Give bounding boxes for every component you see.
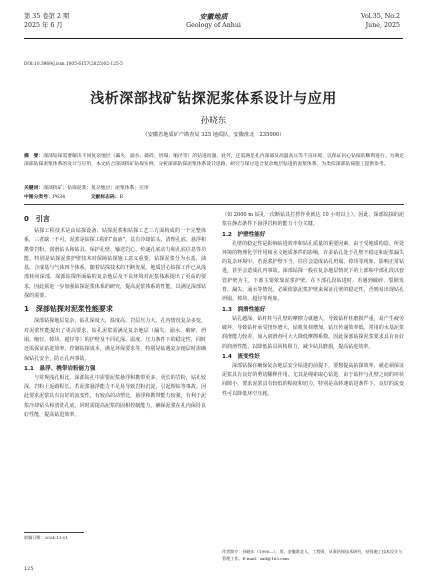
section-1-1-paragraph: 与常规浅孔相比，深部钻孔中需要泥浆悬浮和携带更多、更长的岩粉，钻孔较深，岩粉上返路程长，若泥浆悬浮能力不足易导致岩粉沉淀，引起埋钻等事故。因此要求泥浆具有良好的流变性，有较高的动塑比，悬浮和携带能力较强，有利于泥浆冷却钻头和清洗孔底，同时需提高泥浆的固相控制能力，确保泥浆在孔内保持良好性能，提高钻进效率。 — [24, 374, 206, 419]
section-introduction-heading: 0 引言 — [24, 215, 50, 223]
right-column — [222, 211, 404, 399]
section-1-paragraph: 深部钻探地层复杂，钻孔深度大，温度高，岩层压力大，孔内情况复杂多变，对泥浆性能提出了更高要求，钻孔泥浆需满足复杂地层（漏失、涌水、破碎、坍塌、缩径、掉块、超径等）的护壁及不同孔深、温度、压力条件下的稳定性，同时还需保证钻进效率、控制钻探成本，满足环保要求等，特别是钻遇复杂地层时需确保钻孔安全，防止孔内事故。 — [24, 318, 206, 362]
footnote — [24, 535, 206, 542]
volume-en: Vol.35, No.2 — [361, 13, 400, 20]
keywords — [24, 184, 404, 193]
doc-code-value: B — [119, 195, 124, 200]
continued-paragraph: （如 2000 m 钻孔一次断钻具打捞作业就达 10 小时以上）。因此，深部钻探的泥浆在静态条件下悬浮岩粉的能力十分关键。 — [222, 212, 404, 228]
journal-en: Geology of Anhui — [186, 22, 241, 29]
received-date-label: 收稿日期： — [24, 535, 45, 540]
author-bio-text: 孙晓东（1990—），男，安徽淮北人，工程师，从事钻探技术研究、钻探施工技术设计与管理工作。E-mail：sxd@163.com — [222, 549, 403, 561]
clc-number — [24, 193, 77, 200]
author-bio — [222, 549, 404, 562]
page-number: 125 — [24, 566, 34, 572]
received-date — [24, 535, 206, 542]
footnote-rule — [24, 532, 84, 533]
received-date-value: 2024-11-01 — [44, 535, 69, 540]
date-en: June, 2025 — [365, 22, 400, 29]
abstract-label: 摘 要： — [24, 153, 44, 159]
doc-code-label: 文献标志码： — [90, 195, 120, 200]
author-bio-label: 作者简介： — [222, 549, 243, 554]
section-1-4-heading: 1.4 流变性好 — [222, 353, 260, 360]
header-rule — [24, 38, 403, 39]
abstract — [24, 152, 404, 170]
issue-cn: 第 35 卷第 2 期 — [24, 13, 70, 20]
section-1-4-paragraph: 深部钻探在确保复杂地层安全钻进的前提下，要想提高钻探效率，就必须保证泥浆具有良好的剪切稀释作用。尤其是绳索取心钻进，由于钻杆与孔壁之间的环状间隙小，要求泥浆具有较低的粘度和切力，特别是高转速钻进条件下，良好的流变性可以降低环空压耗。 — [222, 362, 404, 397]
document-code — [91, 193, 135, 200]
keywords-label: 关键词： — [24, 185, 44, 191]
date-cn: 2025 年 6 月 — [24, 22, 63, 29]
classification — [24, 193, 404, 200]
intro-paragraph: 钻探工程技术是由钻探设备、钻探泥浆和钻探工艺三方面构成的一个完整体系，三者缺一不可。泥浆是钻探工程的“血液”，具有冷却钻头、清理孔底、悬浮和携带岩粉、润滑钻头和钻具、保护孔壁、输送岩心、传递孔底动力和孔底信息等功能。特别是钻探泥浆护壁技术对保障钻探施工意义重要。钻探泥浆分为水基、油基、合成基与气体四个体系。随着钻探技术的不断发展，地质岩心钻探工作已从浅部转向深部，深部钻探所面临的复杂地层及不良环境对泥浆体系提出了更高的要求，因此须进一步加强钻探泥浆体系的研究，提高泥浆体系的性能，以满足深部钻探的需要。 — [24, 228, 206, 300]
abstract-divider — [24, 204, 404, 205]
author-name: 孙晓东 — [200, 116, 227, 126]
header-right — [361, 12, 400, 30]
left-column — [24, 211, 206, 420]
section-1-3-heading: 1.3 润滑性能好 — [222, 306, 266, 313]
page-header — [0, 0, 427, 52]
paper-title: 浅析深部找矿钻探泥浆体系设计与应用 — [90, 91, 337, 107]
section-1-1-heading: 1.1 悬浮、携带岩粉能力强 — [24, 365, 96, 372]
section-1-heading: 1 深部钻探对泥浆性能要求 — [24, 305, 113, 314]
clc-value: P634 — [52, 195, 66, 200]
section-1-2-heading: 1.2 护壁性能好 — [222, 231, 266, 238]
journal-cn: 安徽地质 — [199, 12, 228, 21]
clc-label: 中图分类号： — [24, 195, 53, 200]
abstract-text: 深部钻探需要解决不同复杂地层（漏失、涌水、破碎、坍塌、缩径等）的钻进问题，此外，还需满足孔内深部及高温高压等不良环境，以保证岩心钻探的顺利进行。为满足深部钻探泥浆体系的设计与应用，本文结合深部找矿钻探实例，分析深部钻探泥浆体系设计思路，研究与探讨适合复杂地层钻进的泥浆体系，为类似深部钻探施工提供参考。 — [24, 154, 404, 168]
section-1-3-paragraph: 钻孔越深，钻杆柱与孔壁的摩擦力就越大，导致钻杆柱磨损严重，易产生疲劳破坏，导致钻杆承受扭矩增大，钻机负荷增加，钻压传递效率低。常用的水基泥浆润滑能力较差，加入润滑剂可大大降低摩擦系数。因此深部钻探泥浆要求具有良好的润滑性能，以降低钻具回转阻力，减少钻具磨损，提高钻进效率。 — [222, 315, 404, 350]
keywords-text: 深部找矿；钻探泥浆；复杂地层；泥浆体系；应用 — [43, 186, 149, 191]
author-affiliation: （安徽省地质矿产勘查局 325 地质队，安徽淮北 235000） — [142, 132, 285, 138]
section-1-2-paragraph: 孔壁的稳定性是影响钻进效率和钻孔质量的重要因素。由于受地质构造、所处环境的物理化学作用和水文地质条件的影响，许多钻孔处于孔壁不稳定和泥浆漏失的复杂环境中。若泥浆护壁不当，往往会造成钻孔坍塌、掉块等现象，影响正常钻进，甚至会造成孔内事故。深部钻探一般在复杂地层情况下的上部和中部孔段以套管护壁为主，下部主要依靠泥浆护壁。在下部孔段钻进时，若遇到破碎、裂隙发育、漏失、涌水等情况，必须依靠泥浆护壁来保证孔壁的稳定性，否则易出现钻孔坍塌、掉块、超径等现象。 — [222, 240, 404, 303]
doi-line: DOI:10.3969/j.issn.1005-6157(2025)02-125-5 — [24, 62, 123, 67]
